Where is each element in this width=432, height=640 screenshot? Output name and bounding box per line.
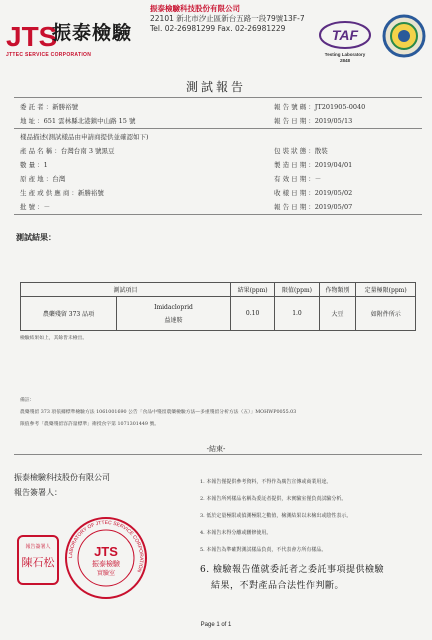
jts-logo-icon — [6, 18, 58, 52]
term-item: 1. 本報告僅提供參考資料，不得作為廣告宣傳或商業用途。 — [200, 479, 332, 485]
taf-text: TAF — [331, 27, 359, 43]
signer-title: 報告簽署人： — [14, 488, 62, 497]
report-number-field: 報 告 號 碼 ：JT201905-0040 — [274, 103, 366, 111]
header-test-item: 測試項目 — [21, 283, 231, 297]
notes-line-2: 限值參考「農藥殘留容許量標準」衛授食字第 1071301449 號。 — [20, 422, 160, 427]
company-name: 振泰檢驗科技股份有限公司 — [150, 4, 240, 13]
report-title: 測試報告 — [185, 80, 246, 94]
lab-stamp-icon — [14, 500, 150, 612]
manufacture-date-field: 製 造 日 期 ：2019/04/01 — [274, 161, 353, 169]
header-loq: 定量極限(ppm) — [356, 283, 416, 297]
cell-limit: 1.0 — [275, 297, 319, 331]
packaging-field: 包 裝 狀 態 ：散裝 — [274, 147, 328, 155]
results-label: 測試結果： — [16, 232, 56, 242]
notes-label: 備註： — [20, 398, 35, 403]
company-phone-fax: Tel. 02-26981299 Fax. 02-26981229 — [150, 24, 286, 33]
cell-item: 農藥殘留 373 品項 — [21, 297, 117, 331]
signer-seal-text: 陳石松 — [21, 556, 55, 569]
divider-info — [14, 128, 422, 129]
divider-top — [14, 97, 422, 98]
cell-category: 大豆 — [319, 297, 356, 331]
test-date-field: 報 告 日 期 ：2019/05/07 — [274, 203, 353, 211]
certification-badge-icon — [382, 14, 426, 58]
stamp-center-text: 振泰檢驗 — [92, 560, 120, 568]
taf-caption-line1: Testing Laboratory — [324, 52, 366, 57]
term-item-emphasis-cont: 結果，不對產品合法性作判斷。 — [211, 581, 345, 591]
cell-result: 0.10 — [230, 297, 274, 331]
company-block — [150, 4, 305, 34]
signer-seal — [18, 536, 58, 584]
results-table — [20, 282, 416, 331]
page-number: Page 1 of 1 — [200, 622, 232, 628]
cell-analyte — [117, 297, 231, 331]
table-header-row — [21, 283, 416, 297]
company-address: 22101 新北市汐止區新台五路一段79號13F-7 — [150, 14, 305, 23]
applicant-field: 委 託 者 ：新勝裕號 — [20, 103, 79, 111]
origin-field: 原 產 地 ：台灣 — [20, 175, 66, 183]
stamp-ring-text: LABORATORY OF JTTEC SERVICE CORPORATION — [67, 519, 145, 573]
taf-caption-line2: 2848 — [339, 57, 350, 63]
notes-line-1: 農藥殘留 373 項依據標準檢驗方法 1061001690 公告「食品中殘留農藥檢驗方法—多重殘留分析方法（五）」MOHWP0055.03 — [20, 410, 297, 415]
stamp-logo-text: JTS — [94, 544, 118, 559]
table-row — [21, 297, 416, 331]
product-name-field: 產 品 名 稱 ：台灣台南 3 號黑豆 — [20, 147, 115, 155]
stamp-sub-text: 實驗室 — [96, 570, 116, 577]
term-item: 3. 低於定量極限或偵測極限之數值，檢測結果以未檢出或陰性表示。 — [200, 513, 352, 519]
manufacturer-field: 生 產 或 供 應 商 ：新勝裕號 — [20, 189, 104, 197]
logo-chinese-name: 振泰檢驗 — [52, 22, 133, 44]
address-field: 地 址 ：651 雲林縣北港鎮中山路 15 號 — [20, 117, 136, 125]
divider-results — [14, 214, 422, 215]
analyte-english: Imidacloprid — [154, 303, 193, 311]
header-category: 作物類別 — [319, 283, 356, 297]
header-result: 結果(ppm) — [230, 283, 274, 297]
cell-loq: 如附件所示 — [356, 297, 416, 331]
quantity-field: 數 量 ：1 — [20, 161, 48, 169]
taf-logo-icon — [318, 20, 372, 50]
signer-seal-caption: 報告簽署人 — [25, 544, 51, 550]
report-date-field: 報 告 日 期 ：2019/05/13 — [274, 117, 353, 125]
sample-description-heading: 樣品描述(測試樣品由申請商提供並確認如下) — [20, 133, 149, 141]
expiry-date-field: 有 效 日 期 ：－ — [274, 175, 322, 183]
receive-date-field: 收 樣 日 期 ：2019/05/02 — [274, 189, 353, 197]
term-item: 2. 本報告所列樣品名稱為委託者提供，未實驗室僅負責試驗分析。 — [200, 496, 347, 502]
lab-round-stamp — [66, 518, 146, 598]
end-marker: -結束- — [206, 445, 226, 453]
signer-company: 振泰檢驗科技股份有限公司 — [14, 473, 110, 482]
taf-caption — [318, 52, 372, 63]
header-limit: 限值(ppm) — [275, 283, 319, 297]
signer-block — [14, 470, 110, 500]
batch-field: 批 號 ：－ — [20, 203, 51, 211]
table-note: 檢驗結果如上，其餘皆未檢出。 — [20, 336, 88, 341]
logo-english-name: JTTEC SERVICE CORPORATION — [6, 52, 92, 58]
report-header — [0, 0, 432, 68]
term-item: 4. 本報告未得分離或刪修使用。 — [200, 530, 272, 536]
term-item: 5. 本報告為準確對測試樣品負責，不代表會方所有樣品。 — [200, 547, 327, 553]
term-item-emphasis: 6. 檢驗報告僅就委託者之委託事項提供檢驗 — [200, 565, 384, 575]
logo-mark-text: JTS — [6, 21, 58, 52]
divider-end — [14, 454, 422, 455]
analyte-chinese: 益達胺 — [164, 316, 183, 324]
